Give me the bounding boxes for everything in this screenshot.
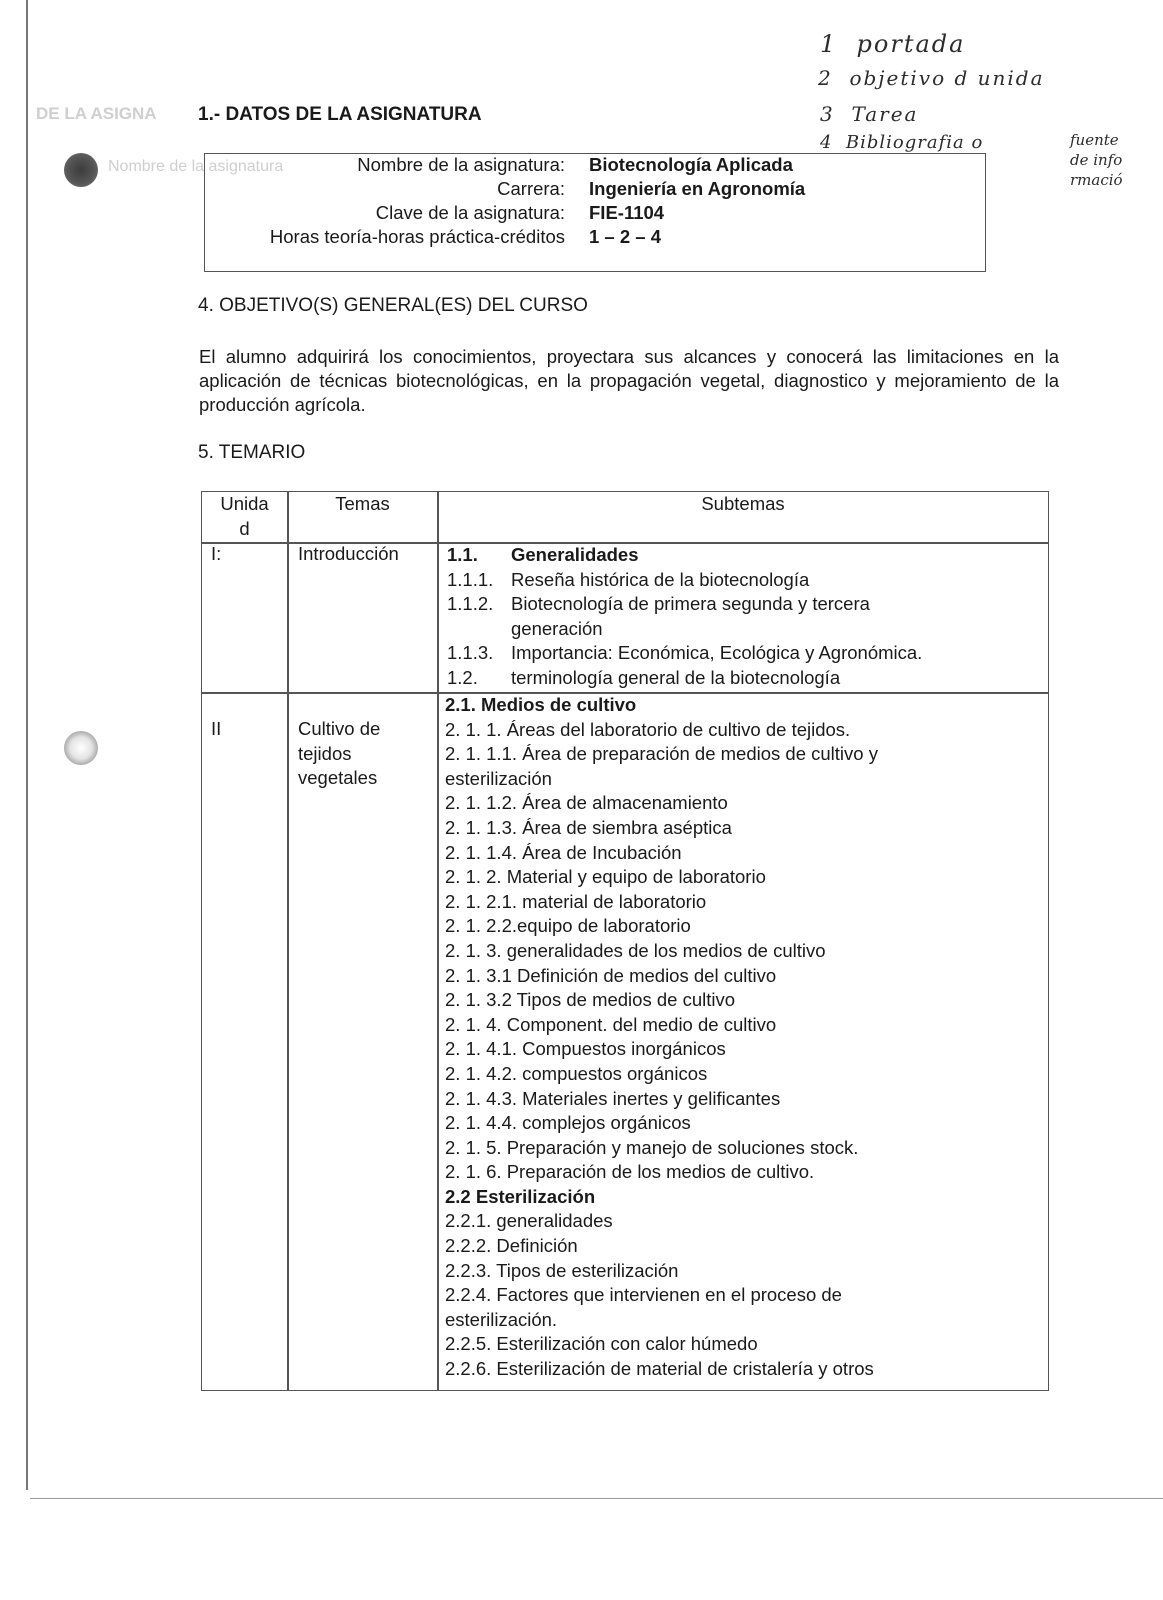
list-item: 2. 1. 1.4. Área de Incubación [445,841,682,863]
data-value: Ingeniería en Agronomía [589,178,806,199]
list-item: 2. 1. 6. Preparación de los medios de cultivo. [445,1161,815,1183]
list-item: 2. 1. 4.2. compuestos orgánicos [445,1062,708,1084]
list-item: 2. 1. 5. Preparación y manejo de soluciones stock. [445,1136,859,1158]
list-item: 2. 1. 3. generalidades de los medios de cultivo [445,939,826,961]
list-item: 2. 1. 2. Material y equipo de laboratorio [445,866,766,888]
subtopic-list [447,543,922,691]
column-header-temas: Temas [335,493,390,514]
data-label: Horas teoría-horas práctica-créditos [269,226,565,247]
list-item: 1.1.1. Reseña histórica de la biotecnología [447,568,810,590]
section-heading-datos: 1.- DATOS DE LA ASIGNATURA [198,104,482,125]
list-item: 2. 1. 3.1 Definición de medios del cultivo [445,964,777,986]
handwritten-note: 4 Bibliografia o [820,132,984,153]
list-item: 2. 1. 4.1. Compuestos inorgánicos [445,1038,726,1060]
list-item: 2. 1. 3.2 Tipos de medios de cultivo [445,989,736,1011]
list-item: 1.1.2. Biotecnología de primera segunda y tercera [447,593,870,615]
handwritten-note: 1 portada [820,30,966,58]
punch-hole-icon [64,731,98,765]
scan-bottom-line [30,1498,1163,1499]
list-item: 1.2. terminología general de la biotecnología [447,666,841,688]
data-row [205,226,985,250]
list-item: generación [511,617,603,639]
list-item: 2. 1. 2.2.equipo de laboratorio [445,915,691,937]
ghost-header-text: DE LA ASIGNA [36,104,157,123]
list-item: 2.1. Medios de cultivo [445,694,637,715]
list-item: 2. 1. 2.1. material de laboratorio [445,890,707,912]
syllabus-table [201,491,1049,1391]
list-item: 2. 1. 1.2. Área de almacenamiento [445,792,728,814]
list-item: 2.2.1. generalidades [445,1210,613,1232]
list-item: 2. 1. 1. Áreas del laboratorio de cultivo de tejidos. [445,718,851,740]
section-heading-temario: 5. TEMARIO [198,442,306,463]
column-header-unidad: Unida d [220,493,269,539]
data-label: Clave de la asignatura: [375,202,565,223]
objective-paragraph: El alumno adquirirá los conocimientos, proyectara sus alcances y conocerá las limitaciones en la aplicación de técnicas biotecnológicas, en la propagación vegetal, diagnostico y mejoramiento de la producción agrícola. [199,346,1059,415]
data-value: FIE-1104 [589,202,665,223]
handwritten-side-note: fuente de info rmació [1070,131,1123,189]
handwritten-note: 3 Tarea [820,102,919,126]
list-item: 2. 1. 1.3. Área de siembra aséptica [445,816,732,838]
list-item: 2. 1. 4.3. Materiales inertes y gelificantes [445,1087,781,1109]
punch-hole-icon [64,153,98,187]
table-cell-unidad: II [211,718,222,739]
data-value: Biotecnología Aplicada [589,154,793,175]
list-item: 2.2.3. Tipos de esterilización [445,1259,679,1281]
section-heading-objetivo: 4. OBJETIVO(S) GENERAL(ES) DEL CURSO [198,295,588,316]
column-header-subtemas: Subtemas [701,493,785,514]
data-value: 1 – 2 – 4 [589,226,662,247]
list-item: 2.2.6. Esterilización de material de cristalería y otros [445,1358,874,1380]
table-cell-tema: Introducción [298,543,399,564]
data-row [205,202,985,226]
table-cell-tema: Cultivo de tejidos vegetales [298,718,381,788]
scan-edge-line [26,0,28,1490]
list-item: 2. 1. 4.4. complejos orgánicos [445,1112,691,1134]
list-item: 2.2.5. Esterilización con calor húmedo [445,1333,758,1355]
list-item: 2. 1. 4. Component. del medio de cultivo [445,1013,777,1035]
data-label: Nombre de la asignatura: [357,154,565,175]
list-item: 2. 1. 1.1. Área de preparación de medios de cultivo y [445,743,878,765]
data-label: Carrera: [497,178,565,199]
list-item: 1.1. Generalidades [447,544,639,565]
list-item: 2.2 Esterilización [445,1185,596,1207]
table-cell-unidad: I: [211,543,222,564]
table-divider [437,492,439,1390]
list-item: 1.1.3. Importancia: Económica, Ecológica y Agronómica. [447,642,923,664]
subtopic-list [445,693,878,1382]
ghost-inner-text: Nombre de la asignatura [108,158,284,175]
handwritten-note: 2 objetivo d unida [818,66,1045,90]
list-item: 2.2.4. Factores que intervienen en el proceso de [445,1284,842,1306]
list-item: 2.2.2. Definición [445,1235,578,1257]
list-item: esterilización. [445,1308,558,1330]
list-item: esterilización [445,767,552,789]
data-row [205,154,985,178]
table-divider [287,492,289,1390]
data-row [205,178,985,202]
course-data-box [204,153,986,272]
